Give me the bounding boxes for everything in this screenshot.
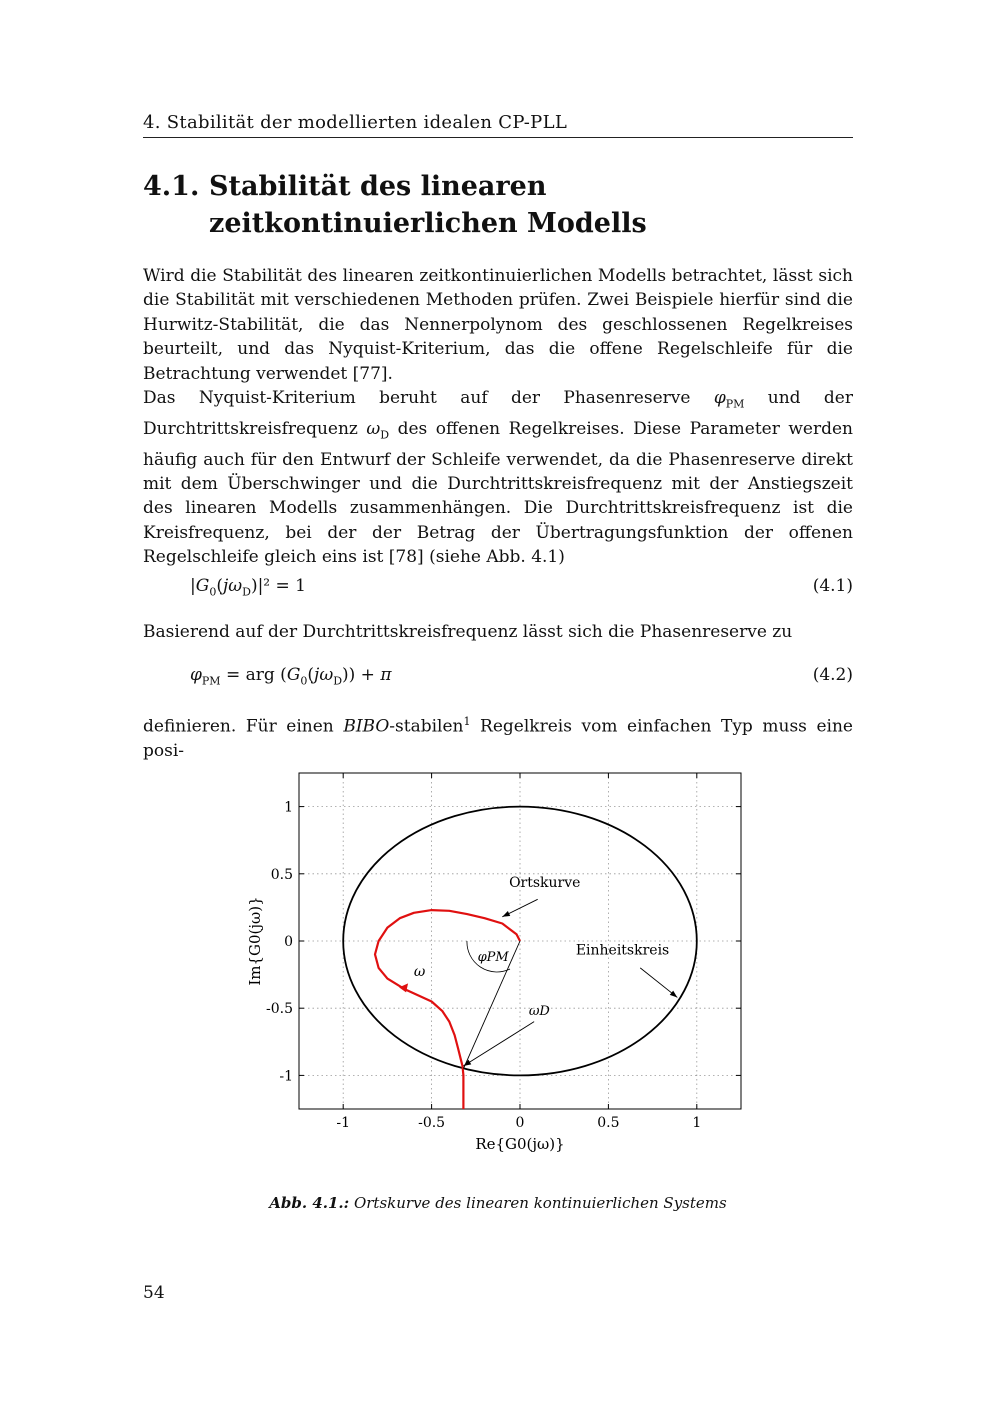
text-after-equations [143,710,853,763]
y-tick-label: -1 [279,1068,293,1085]
caption-text: Ortskurve des linearen kontinuierlichen Systems [353,1194,727,1212]
equation-expression: $\varphi_{PM}$ = arg $(G_0(j\omega_D)) + \pi$ [190,665,392,688]
y-tick-label: 1 [284,799,293,816]
y-tick-label: -0.5 [266,1001,293,1018]
x-tick-label: 0.5 [597,1115,620,1131]
paragraph-1: Wird die Stabilität des linearen zeitkontinuierlichen Modells betrachtet, lässt sich die Stabilität mit verschiedenen Methoden prüfen. Zwei Beispiele hierfür sind die Hurwitz-Stabilität, die das Nennerpolynom des geschlossenen Regelkreises beurteilt, und das Nyquist-Kriterium, das die offene Regelschleife für die Betrachtung verwendet [77]. [143,266,853,384]
ortskurve-label: Ortskurve [509,875,581,892]
equation-4-1 [190,576,853,598]
section-title: Stabilität des linearen zeitkontinuierlichen Modells [209,171,647,239]
paragraph-4: definieren. Für einen BIBO-stabilen$^1$ Regelkreis vom einfachen Typ muss eine posi- [143,715,853,762]
paragraph-2: Das Nyquist-Kriterium beruht auf der Phasenreserve $\varphi_{PM}$ und der Durchtrittskreisfrequenz $\omega_D$ des offenen Regelkreises. Diese Parameter werden häufig auch für den Entwurf der Schleife verwendet, da die Phasenreserve direkt mit dem Überschwinger und die Durchtrittskreisfrequenz mit der Anstiegszeit des linearen Modells zusammenhängen. Die Durchtrittskreisfrequenz ist die Kreisfrequenz, bei der der Betrag der Übertragungsfunktion der offenen Regelschleife gleich eins ist [78] (siehe Abb. 4.1) [143,388,853,568]
einheitskreis-label: Einheitskreis [575,942,670,959]
equation-4-2 [190,665,853,687]
section-number: 4.1. [143,171,200,202]
figure-caption [143,1194,853,1212]
phi-pm-label: φPM [477,950,509,966]
y-tick-label: 0 [284,934,293,950]
running-header-title: 4. Stabilität der modellierten idealen CP-PLL [143,112,568,133]
x-tick-label: 0 [515,1115,525,1131]
nyquist-figure [240,762,760,1162]
body-paragraphs [143,264,853,570]
ortskurve-arrow-head [502,911,510,917]
equation-number: (4.2) [812,665,853,685]
paragraph-3: Basierend auf der Durchtrittskreisfrequenz lässt sich die Phasenreserve zu [143,622,793,642]
equation-expression: $|G_0(j\omega_D)|^2 = 1$ [190,576,306,599]
x-tick-label: -0.5 [418,1115,446,1131]
footnote-marker: 1 [463,715,471,728]
running-header [143,112,853,138]
x-tick-label: 1 [692,1115,702,1131]
einheitskreis-arrow-head [670,991,678,998]
page-number: 54 [143,1283,165,1303]
equation-number: (4.1) [812,576,853,596]
text-between-equations [143,620,853,644]
x-tick-label: -1 [336,1115,351,1131]
omega-d-label: ωD [528,1003,550,1019]
section-heading [143,168,853,242]
nyquist-chart [240,762,760,1162]
bibo-term: BIBO [343,716,390,737]
ortskurve-curve [375,910,520,1109]
y-axis-label: Im{G0(jω)} [246,896,264,986]
omega-label: ω [413,963,426,980]
caption-label: Abb. 4.1.: [269,1194,350,1212]
y-tick-label: 0.5 [270,866,293,883]
x-axis-label: Re{G0(jω)} [475,1135,565,1153]
